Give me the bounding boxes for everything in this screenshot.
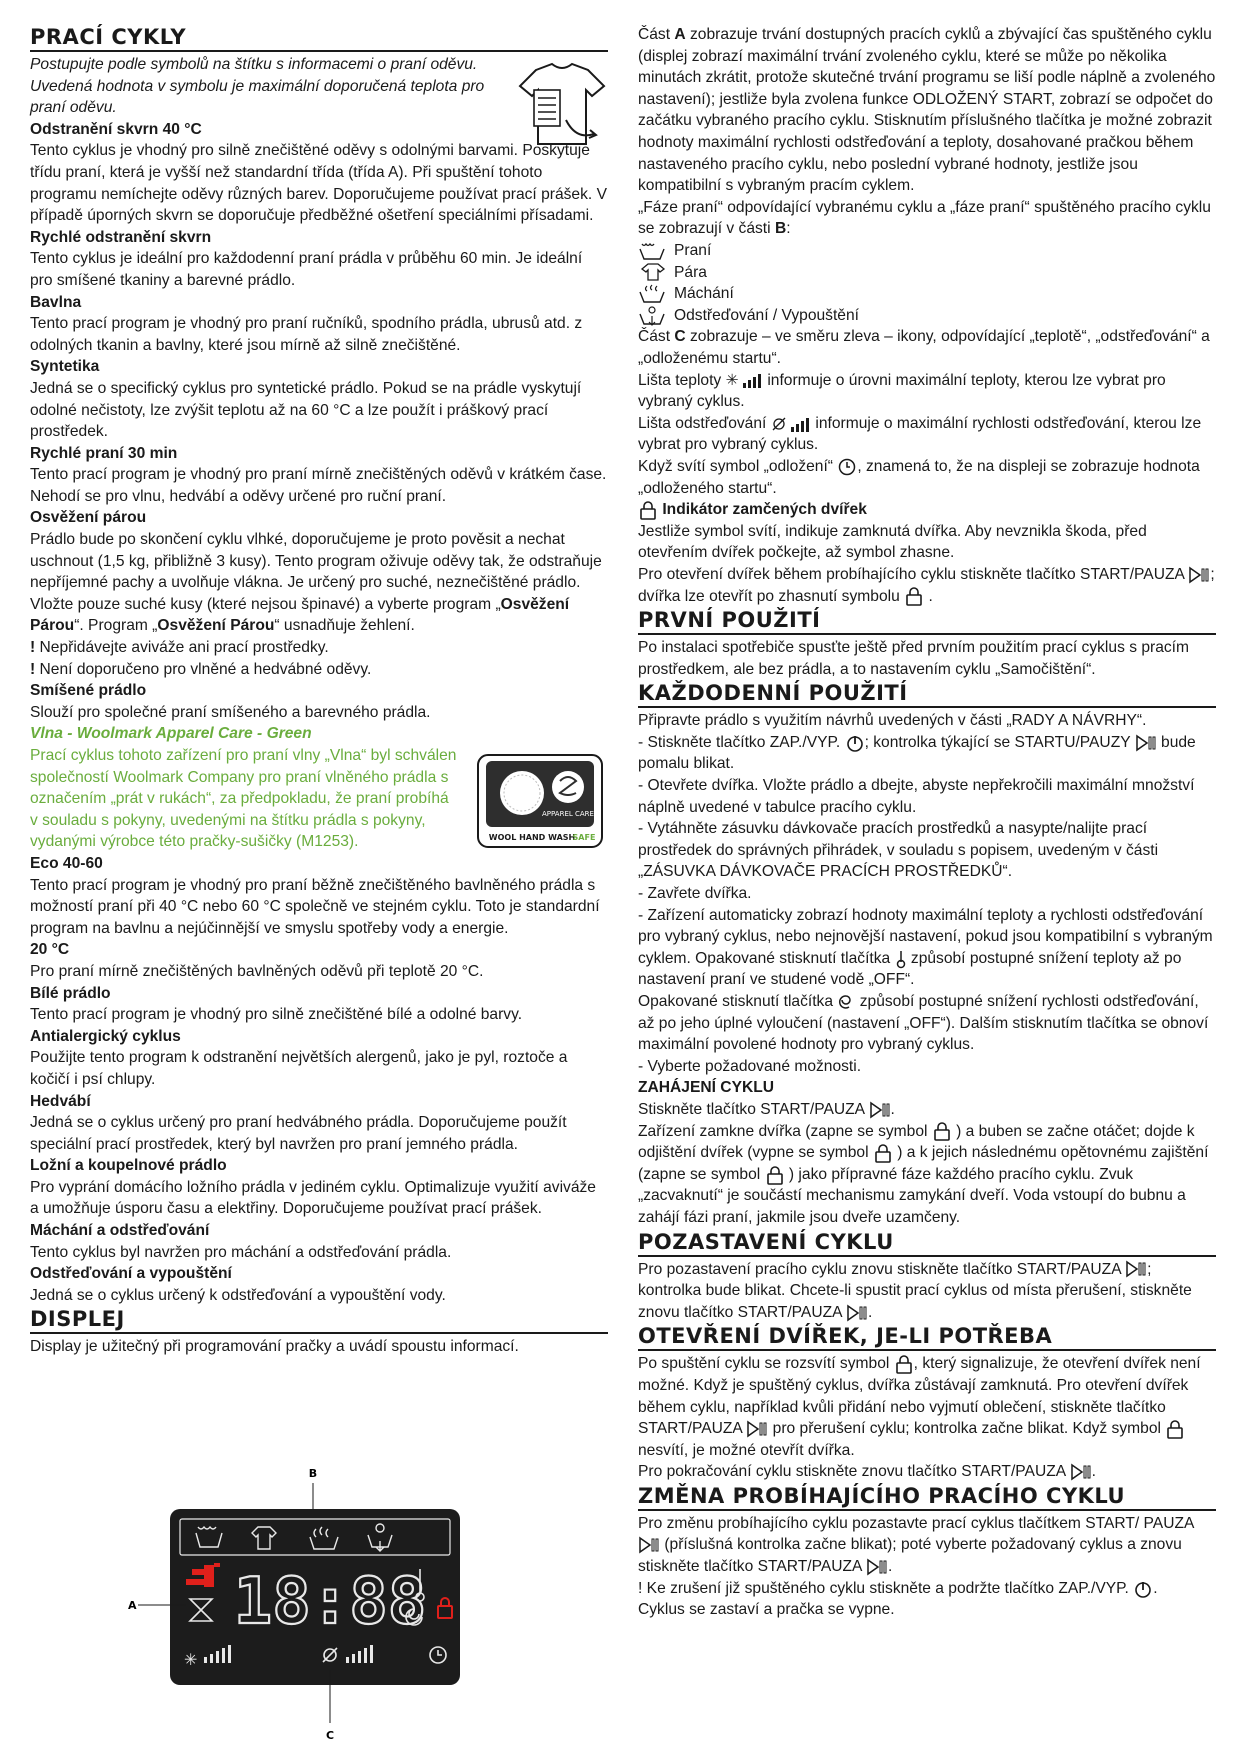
program-name: Bílé prádlo	[30, 984, 111, 1002]
section-title-open-door: OTEVŘENÍ DVÍŘEK, JE-LI POTŘEBA	[638, 1323, 1216, 1351]
text-run: .	[928, 587, 933, 605]
temp-bar-text	[638, 370, 1216, 413]
text-run: zobrazuje – ve směru zleva – ikony, odpovídající „teplotě“, „odstřeďování“ a „odloženému startu“.	[638, 328, 1210, 367]
text-run: Zařízení zamkne dvířka (zapne se symbol	[638, 1122, 928, 1140]
power-icon	[1133, 1579, 1153, 1599]
pause-text	[638, 1259, 1216, 1324]
warning-text: Nepřidávejte aviváže ani prací prostředky.	[39, 639, 329, 657]
text-run: ) a k jejich následnému opětovnému zajištění (zapne se symbol	[638, 1144, 1209, 1183]
lock-text: Jestliže symbol svítí, indikuje zamknutá dvířka. Aby nevznikla škoda, před otevřením dvířek počkejte, až symbol zhasne.	[638, 522, 1147, 562]
text-run: „Fáze praní“ odpovídající vybranému cyklu a „fáze praní“ spuštěného pracího cyklu se zobrazují v části	[638, 198, 1211, 238]
lock-icon	[765, 1165, 785, 1185]
program-text: Slouží pro společné praní smíšeného a barevného prádla.	[30, 703, 431, 721]
logo-wash-text: WOOL HAND WASH	[488, 833, 576, 843]
phases-intro	[638, 197, 1216, 240]
phase-label: Praní	[674, 241, 712, 259]
start-pause-icon	[869, 1100, 891, 1120]
text-run: - Zařízení automaticky zobrazí hodnoty maximální teploty a rychlosti odstřeďování pro vybraný cyklus, nebo nejnovější nastavení, pokud jsou kompatibilní s vybraným cyklem. Opakované stisknutí tlačítka	[638, 906, 1213, 967]
intro-block	[30, 54, 608, 119]
intro-text: Postupujte podle symbolů na štítku s informacemi o praní oděvu. Uvedená hodnota v symbolu je maximální doporučená teplota pro praní oděvu.	[30, 56, 485, 117]
label-c: C	[325, 1729, 335, 1742]
phase-label: Máchání	[674, 285, 734, 303]
rinse-phase-icon	[638, 284, 668, 304]
display-diagram	[120, 1465, 480, 1745]
text-run: způsobí postupné snížení rychlosti odstřeďování, až po jeho úplné vyloučení (nastavení „OFF“). Dalším stisknutím tlačítka se obnoví maximální povolené hodnoty pro vybraný cyklus.	[638, 993, 1209, 1054]
text-run: Pro pokračování cyklu stiskněte znovu tlačítko START/PAUZA	[638, 1463, 1066, 1481]
wool-program	[30, 723, 608, 853]
logo-care-text: APPAREL CARE	[542, 810, 594, 819]
program-text: Tento cyklus byl navržen pro máchání a odstřeďování prádla.	[30, 1243, 452, 1261]
text-run: ! Ke zrušení již spuštěného cyklu stiskněte a podržte tlačítko ZAP./VYP.	[638, 1579, 1129, 1597]
program-name: Ložní a koupelnové prádlo	[30, 1157, 227, 1175]
lock-icon	[932, 1121, 952, 1141]
phase-steam	[638, 262, 1216, 284]
text-run: A	[674, 26, 686, 43]
program-name: 20 °C	[30, 941, 70, 959]
text-run: - Stiskněte tlačítko ZAP./VYP.	[638, 733, 841, 751]
program-text: Jedná se o specifický cyklus pro syntetické prádlo. Pokud se na prádle vyskytují odolné nečistoty, lze zvýšit teplotu až na 60 °C a lze použít i práškový prací prostředek.	[30, 379, 582, 441]
display-text: Display je užitečný při programování pračky a uvádí spoustu informací.	[30, 1338, 519, 1356]
program-list-2	[30, 853, 608, 1306]
program-name: Máchání a odstřeďování	[30, 1222, 210, 1240]
program-name: Eco 40-60	[30, 854, 103, 872]
text-run: Pro pozastavení pracího cyklu znovu stiskněte tlačítko START/PAUZA	[638, 1260, 1121, 1278]
section-title-first-use: PRVNÍ POUŽITÍ	[638, 607, 1216, 635]
text-run: (příslušná kontrolka začne blikat); poté vyberte požadovaný cyklus a znovu stiskněte tlačítko START/PAUZA	[638, 1536, 1182, 1576]
text-run: Po spuštění cyklu se rozsvítí symbol	[638, 1355, 890, 1373]
first-use-text: Po instalaci spotřebiče spusťte ještě před prvním použitím prací cyklus s pracím prostředkem, ale bez prádla, a to nastavením cyklu „Samočištění“.	[638, 639, 1189, 678]
program-name: Rychlé odstranění skvrn	[30, 228, 212, 246]
program-text: Tento prací program je vhodný pro praní běžně znečištěného bavlněného prádla s možností praní při 40 °C nebo 60 °C společně ve stejném cyklu. Toto je standardní program na bavlnu a nejúčinnější ve smyslu spotřeby vody a energie.	[30, 876, 600, 937]
lock-icon	[904, 586, 924, 606]
text-run: , který signalizuje, že otevření dvířek není možné. Když je spuštěný cyklus, dvířka zůstávají zamknutá. Pro otevření dvířek během cyklu, například kvůli přidání nebo vyjmutí oblečení, stiskněte tlačítko START/PAUZA	[638, 1355, 1201, 1438]
text-run: ) jako přípravné fáze každého pracího cyklu. Zvuk „zacvaknutí“ je součástí mechanismu zamykání dveří. Voda vstoupí do bubnu a zahájí fázi praní, jakmile jsou dveře uzamčeny.	[638, 1165, 1186, 1226]
clock-icon	[837, 457, 857, 477]
start-pause-icon	[638, 1535, 660, 1555]
warning-mark: !	[30, 660, 36, 678]
lock-icon	[1165, 1419, 1185, 1439]
program-name: Antialergický cyklus	[30, 1027, 181, 1045]
text-run: Když svítí symbol „odložení“	[638, 457, 833, 475]
program-name: Smíšené prádlo	[30, 682, 147, 700]
steam-text-1: Prádlo bude po skončení cyklu vlhké, doporučujeme je proto pověsit a nechat uschnout (1,5 kg, přibližně 3 kusy). Tento program oživuje oděvy tak, že odstraňuje nepříjemné pachy a uvolňuje vlákna. Je určený pro suché, neznečištěné prádlo. Vložte pouze suché kusy (které nejsou špinavé) a vyberte program „	[30, 531, 602, 613]
program-text	[30, 529, 608, 637]
phase-rinse	[638, 283, 1216, 305]
lock-icon	[873, 1143, 893, 1163]
power-icon	[845, 733, 865, 753]
program-name: Odstranění skvrn 40 °C	[30, 120, 202, 138]
wash-phase-icon	[638, 241, 668, 261]
door-text	[638, 1353, 1216, 1461]
phase-wash	[638, 240, 1216, 262]
steam-program-ref: Osvěžení Párou	[157, 617, 275, 635]
lock-indicator-title	[638, 499, 1216, 521]
daily-step: - Otevřete dvířka. Vložte prádlo a dbejte, abyste nepřekročili maximální množství náplně uvedené v tabulce pracího cyklu.	[638, 777, 1195, 816]
change-text	[638, 1513, 1216, 1578]
program-name: Hedvábí	[30, 1092, 91, 1110]
change-text-2	[638, 1578, 1216, 1600]
start-pause-icon	[1135, 733, 1157, 753]
text-run: informuje o úrovni maximální teploty, kterou lze vybrat pro vybraný cyklus.	[638, 371, 1166, 411]
program-name: Vlna - Woolmark Apparel Care - Green	[30, 725, 312, 743]
lock-icon	[638, 500, 658, 520]
program-text: Jedná se o cyklus určený pro praní hedvábného prádla. Doporučujeme použít speciální prací prostředek, který byl navržen pro praní jemného prádla.	[30, 1114, 567, 1153]
spin-bar-text	[638, 413, 1216, 456]
steam-text-2: “. Program „	[74, 617, 158, 635]
program-name: Bavlna	[30, 293, 82, 311]
change-text-3: Cyklus se zastaví a pračka se vypne.	[638, 1601, 895, 1619]
label-a: A	[128, 1599, 137, 1612]
text-run: Opakované stisknutí tlačítka	[638, 993, 834, 1011]
start-cycle-title: ZAHÁJENÍ CYKLU	[638, 1079, 775, 1097]
text-run: pro přerušení cyklu; kontrolka začne blikat. Když symbol	[772, 1420, 1161, 1438]
text-run: .	[890, 1100, 895, 1118]
left-column	[30, 24, 608, 1358]
start-step	[638, 1099, 1216, 1121]
program-text: Použijte tento program k odstranění největších alergenů, jako je pyl, roztoče a kočičí i psí chlupy.	[30, 1049, 568, 1088]
text-run: nesvítí, je možné otevřít dvířka.	[638, 1441, 855, 1459]
program-text: Pro vyprání domácího ložního prádla v jediném cyklu. Optimalizuje využití aviváže a umožňuje úsporu času a elektřiny. Doporučujeme používat prací prášek.	[30, 1178, 596, 1218]
steam-phase-icon	[638, 262, 668, 282]
section-title-display: DISPLEJ	[30, 1306, 608, 1334]
program-text: Tento prací program je vhodný pro praní ručníků, spodního prádla, ubrusů atd. z odolných tkanin a bavlny, které jsou mírně až silně znečištěné.	[30, 315, 583, 354]
program-name: Rychlé praní 30 min	[30, 444, 178, 462]
start-pause-icon	[746, 1419, 768, 1439]
text-run: .	[1091, 1463, 1096, 1481]
phase-label: Pára	[674, 263, 707, 281]
section-title-daily-use: KAŽDODENNÍ POUŽITÍ	[638, 680, 1216, 708]
spin-icon	[837, 993, 855, 1011]
program-text: Prací cyklus tohoto zařízení pro praní vlny „Vlna“ byl schválen společností Woolmark Company pro praní vlněného prádla s označením „prát v rukách“, za předpokladu, že praní probíhá v souladu s pokyny, uvedenými na štítku prádla s pokyny, vydanými výrobce této pračky-sušičky (M1253).	[30, 747, 457, 851]
snowflake-icon: ✳	[725, 371, 739, 389]
program-text: Tento prací program je vhodný pro praní mírně znečištěných oděvů v krátkém čase. Nehodí se pro vlnu, hedvábí a oděvy určené pro ruční praní.	[30, 466, 607, 505]
steam-text-3: “ usnadňuje žehlení.	[274, 617, 415, 635]
phase-label: Odstřeďování / Vypouštění	[674, 306, 859, 324]
steam-program	[30, 507, 608, 680]
text-run: Lišta odstřeďování	[638, 414, 767, 432]
lock-text-2	[638, 564, 1216, 607]
text-run: Stiskněte tlačítko START/PAUZA	[638, 1100, 865, 1118]
part-c-text	[638, 326, 1216, 369]
shirt-label-icon	[516, 60, 608, 148]
text-run: ; dvířka lze otevřít po zhasnutí symbolu	[638, 565, 1215, 605]
spin-drain-phase-icon	[638, 306, 668, 326]
text-run: bude pomalu blikat.	[638, 733, 1196, 773]
section-title-wash-cycles: PRACÍ CYKLY	[30, 24, 608, 52]
no-spin-icon	[771, 416, 787, 432]
daily-step	[638, 732, 1216, 775]
label-b: B	[308, 1467, 318, 1480]
logo-safe-text: SAFE	[572, 833, 596, 843]
woolmark-logo	[476, 753, 604, 849]
program-list-1	[30, 119, 608, 508]
part-a-text	[638, 24, 1216, 197]
start-pause-icon	[1188, 565, 1210, 585]
text-run: informuje o maximální rychlosti odstřeďování, kterou lze vybrat pro vybraný cyklus.	[638, 414, 1202, 454]
program-name: Odstřeďování a vypouštění	[30, 1265, 232, 1283]
text-run: Indikátor zamčených dvířek	[662, 501, 867, 519]
text-run: .	[1153, 1579, 1158, 1597]
start-pause-icon	[1070, 1462, 1092, 1482]
program-text: Tento cyklus je ideální pro každodenní praní prádla v průběhu 60 min. Je ideální pro smíšené tkaniny a barevné prádlo.	[30, 250, 583, 289]
warning-text: Není doporučeno pro vlněné a hedvábné oděvy.	[39, 660, 372, 678]
temp-bars-icon	[743, 371, 763, 389]
daily-step: - Vytáhněte zásuvku dávkovače pracích prostředků a nasypte/nalijte prací prostředek do správných přihrádek, v souladu s popisem, uvedeným v části „ZÁSUVKA DÁVKOVAČE PRACÍCH PROSTŘEDKŮ“.	[638, 820, 1159, 881]
start-pause-icon	[846, 1303, 868, 1323]
daily-step: Připravte prádlo s využitím návrhů uvedených v části „RADY A NÁVRHY“.	[638, 712, 1147, 730]
text-run: Část	[638, 328, 675, 346]
program-text: Tento cyklus je vhodný pro silně znečištěné oděvy s odolnými barvami. Poskytuje třídu praní, která je vyšší než standardní třída (třída A). Při spuštění tohoto programu nemíchejte oděvy různých barev. Doporučujeme používat prací prášek. V případě úporných skvrn se doporučuje předběžné ošetření speciálními přísadami.	[30, 142, 607, 225]
steam-program-ref: Osvěžení Párou	[30, 595, 570, 635]
door-text-2	[638, 1461, 1216, 1483]
daily-step: - Vyberte požadované možnosti.	[638, 1057, 862, 1075]
warning-line	[30, 659, 608, 681]
program-text: Jedná se o cyklus určený k odstřeďování a vypouštění vody.	[30, 1286, 446, 1304]
text-run: .	[868, 1303, 873, 1321]
time-readout: 18:88	[233, 1565, 427, 1639]
text-run: :	[786, 220, 791, 238]
start-pause-icon	[866, 1557, 888, 1577]
text-run: B	[774, 220, 787, 238]
warning-line	[30, 637, 608, 659]
text-run: způsobí postupné snížení teploty až po nastavení praní ve studené vodě „OFF“.	[638, 949, 1182, 989]
delay-text	[638, 456, 1216, 499]
program-text: Pro praní mírně znečištěných bavlněných oděvů při teplotě 20 °C.	[30, 962, 484, 980]
text-run: Lišta teploty	[638, 371, 722, 389]
right-column	[638, 24, 1216, 1621]
phase-spin-drain	[638, 305, 1216, 327]
text-run: Pro změnu probíhajícího cyklu pozastavte prací cyklus tlačítkem START/ PAUZA	[638, 1514, 1194, 1532]
text-run: ; kontrolka týkající se STARTU/PAUZY	[864, 733, 1131, 751]
text-run: zobrazuje trvání dostupných pracích cyklů a zbývající čas spuštěného cyklu (displej zobrazí maximální trvání zvoleného cyklu, které se může po několika minutách zkrátit, protože skutečné trvání programu se liší podle náplně a zvoleného nastavení); jestliže byla zvolena funkce ODLOŽENÝ START, zobrazí se odpočet do začátku vybraného pracího cyklu. Stisknutím příslušného tlačítka je možné zobrazit hodnoty maximální rychlosti odstřeďování a teploty, dosahované pračkou během nastaveného pracího cyklu, nebo poslední vybrané hodnoty, jestliže jsou kompatibilní s vybraným pracím cyklem.	[638, 26, 1216, 195]
text-run: , znamená to, že na displeji se zobrazuje hodnota „odloženého startu“.	[638, 457, 1200, 497]
daily-step	[638, 991, 1216, 1056]
text-run: ) a buben se začne otáčet; dojde k odjištění dvířek (vypne se symbol	[638, 1122, 1195, 1162]
text-run: C	[674, 328, 686, 346]
text-run: Pro otevření dvířek během probíhajícího cyklu stiskněte tlačítko START/PAUZA	[638, 565, 1185, 583]
svg-text:✳: ✳	[184, 1650, 198, 1669]
thermometer-icon	[895, 949, 907, 969]
text-run: Část	[638, 26, 675, 43]
section-title-change-cycle: ZMĚNA PROBÍHAJÍCÍHO PRACÍHO CYKLU	[638, 1483, 1216, 1511]
start-step	[638, 1121, 1216, 1229]
daily-step: - Zavřete dvířka.	[638, 885, 752, 903]
start-pause-icon	[1125, 1259, 1147, 1279]
spin-bars-icon	[791, 415, 811, 433]
text-run: ; kontrolka bude blikat. Chcete-li spustit prací cyklus od místa přerušení, stiskněte znovu tlačítko START/PAUZA	[638, 1260, 1192, 1321]
program-name: Syntetika	[30, 358, 100, 376]
daily-step	[638, 905, 1216, 991]
section-title-pause: POZASTAVENÍ CYKLU	[638, 1229, 1216, 1257]
text-run: .	[887, 1558, 893, 1576]
warning-mark: !	[30, 639, 36, 657]
program-text: Tento prací program je vhodný pro silně znečištěné bílé a odolné barvy.	[30, 1006, 523, 1024]
lock-icon	[894, 1354, 914, 1374]
program-name: Osvěžení párou	[30, 509, 147, 527]
